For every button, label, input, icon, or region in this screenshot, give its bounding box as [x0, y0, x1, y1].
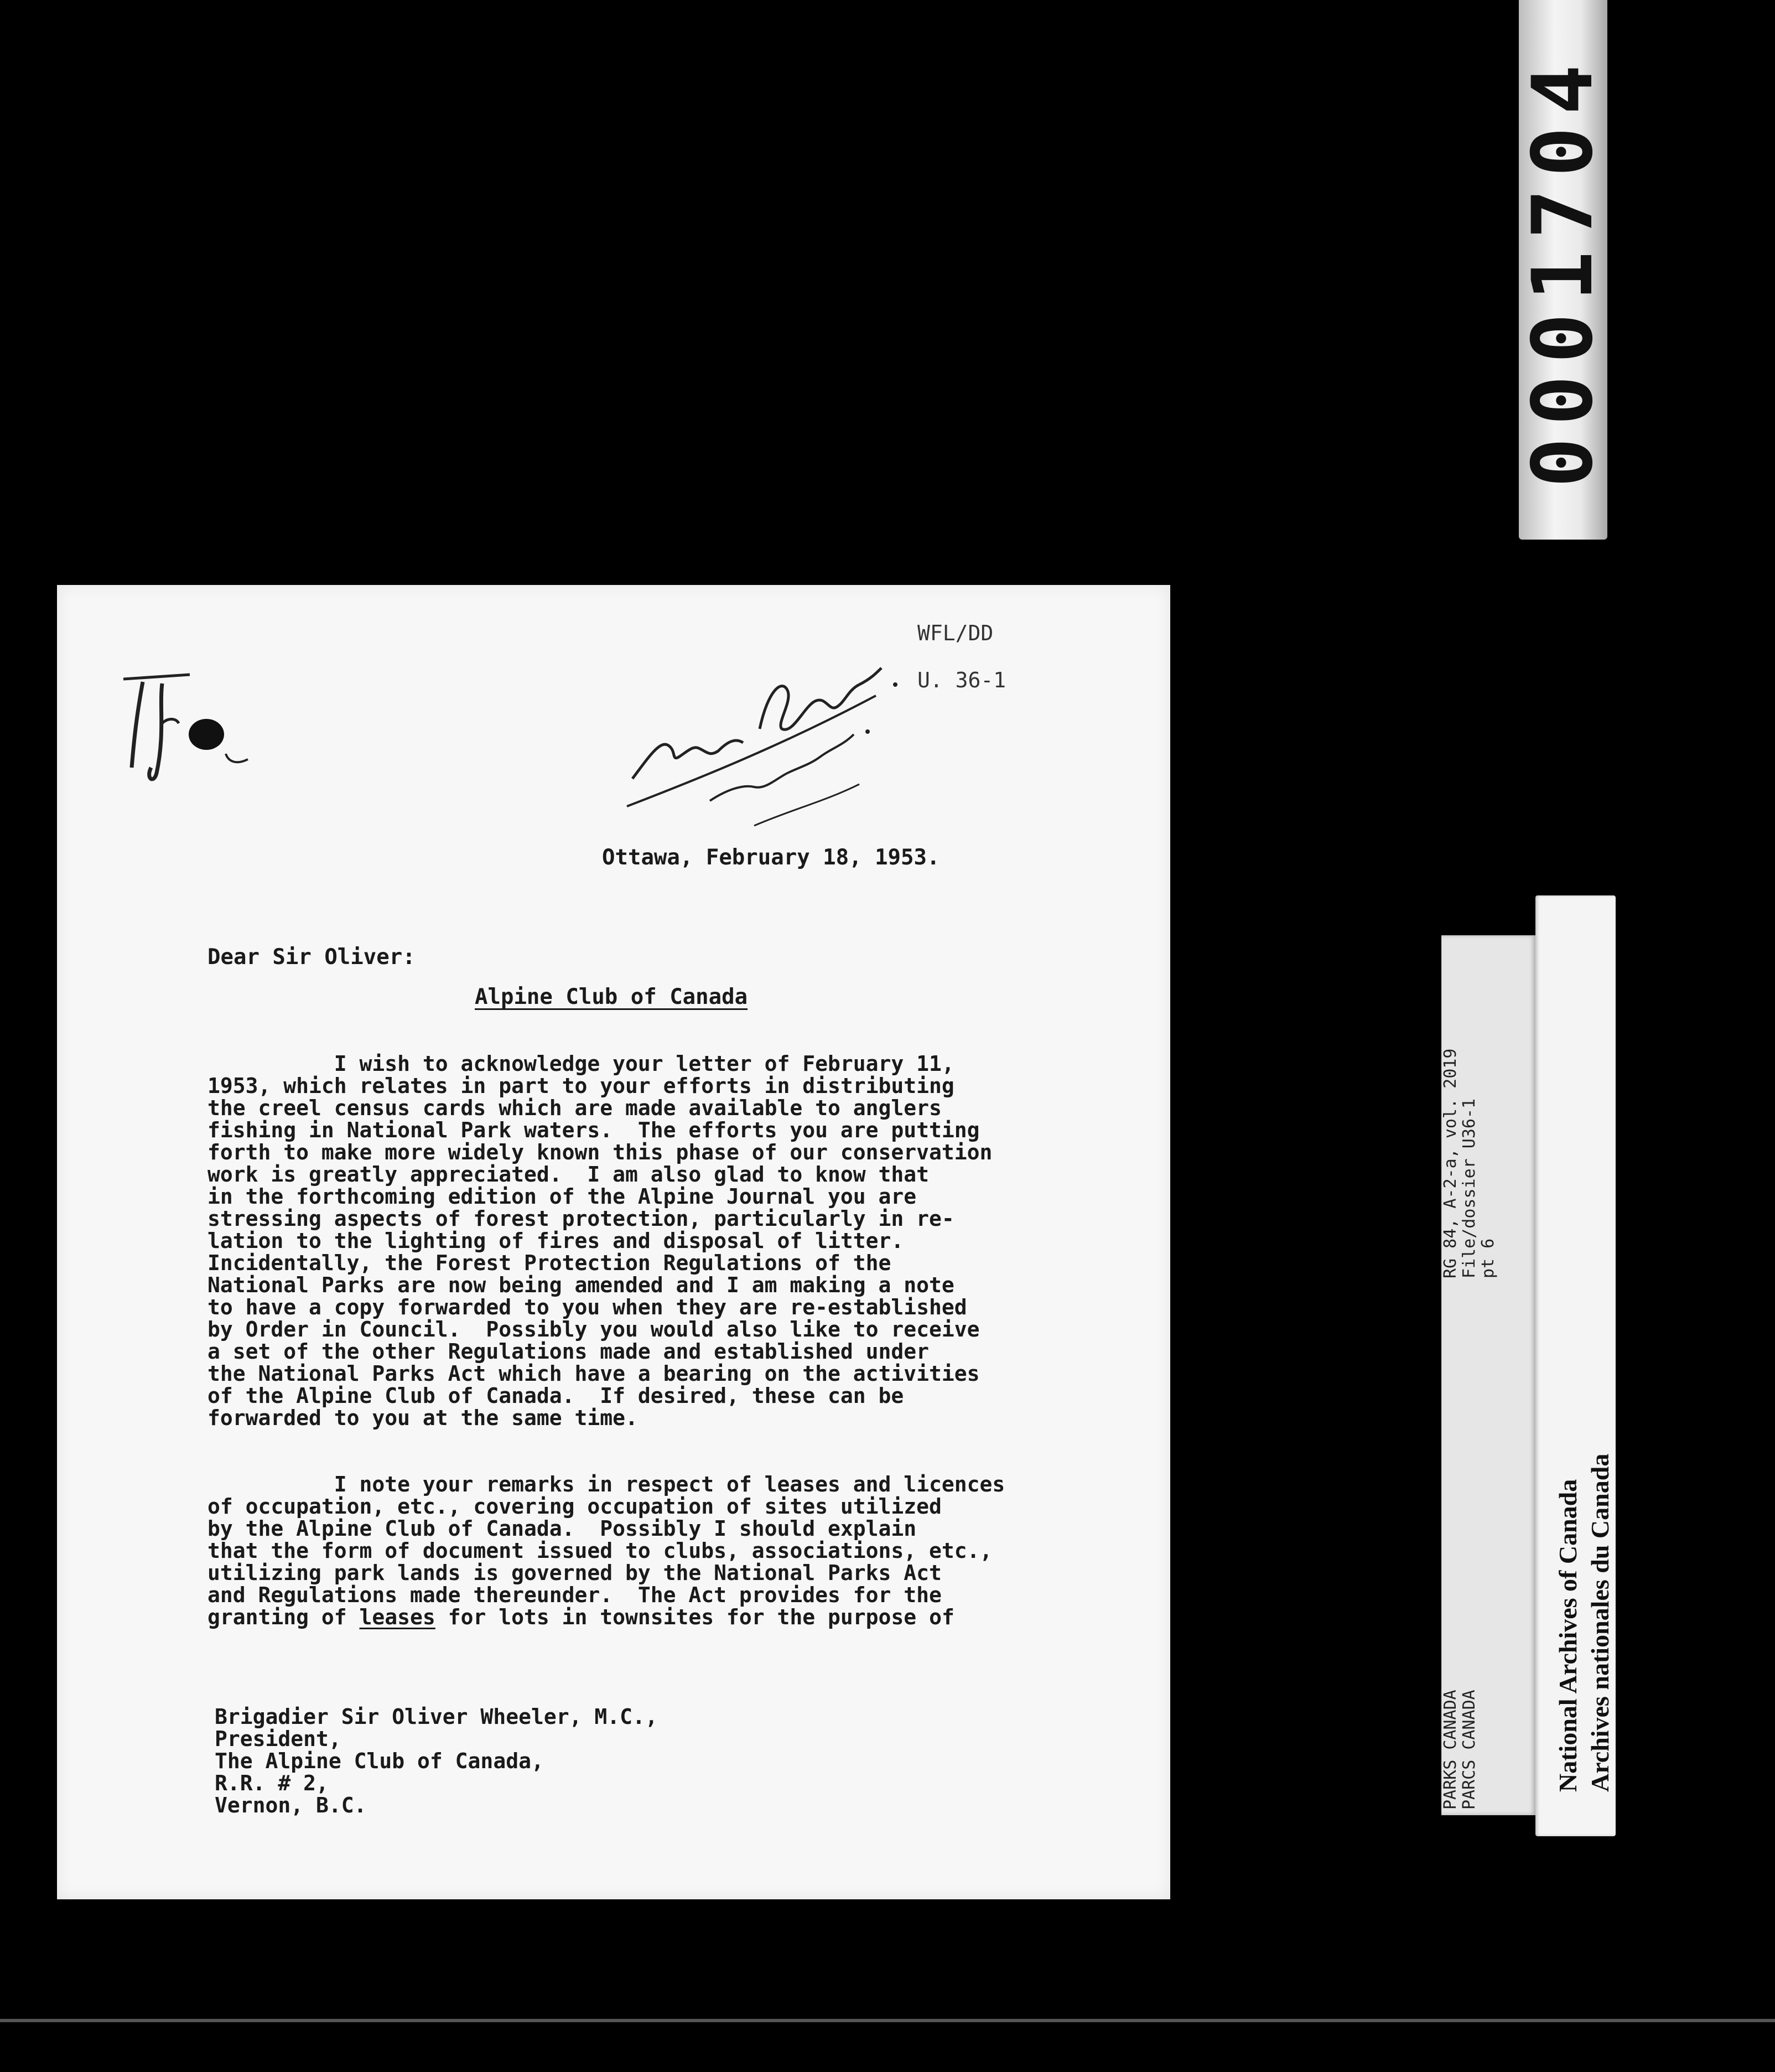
recipient-address	[215, 1706, 658, 1816]
address-line: President,	[215, 1727, 341, 1751]
handwritten-annotation	[616, 618, 970, 828]
underlined-word: leases	[359, 1605, 435, 1629]
archive-ref-line: pt 6	[1478, 1238, 1498, 1278]
archives-line: National Archives of Canada	[1554, 1479, 1582, 1792]
address-line: R.R. # 2,	[215, 1771, 329, 1795]
frame-number: 0001704	[1515, 52, 1611, 488]
subject-line: Alpine Club of Canada	[475, 985, 748, 1009]
archive-ref-line: RG 84, A-2-a, vol. 2019	[1441, 1048, 1460, 1278]
address-line: The Alpine Club of Canada,	[215, 1749, 544, 1773]
paragraph-2	[207, 1473, 1148, 1628]
address-line: Brigadier Sir Oliver Wheeler, M.C.,	[215, 1705, 658, 1729]
salutation: Dear Sir Oliver:	[207, 945, 416, 970]
reference-initials: WFL/DD	[917, 621, 994, 645]
handwritten-initials-mark	[112, 640, 312, 806]
paragraph-2-text: I note your remarks in respect of leases and licences of occupation, etc., covering occupation of sites utilized by the Alpine Club of Canada. Possibly I should explain that the form of document issued to clubs, associations, etc., utilizing park lands is governed by the National Parks Act and Regulations made thereunder. The Act provides for the granting of	[207, 1472, 1005, 1629]
agency-line: PARKS CANADA	[1441, 1690, 1460, 1810]
frame-edge-line	[0, 2019, 1775, 2022]
parks-canada-label	[1441, 935, 1535, 1815]
letter-date: Ottawa, February 18, 1953.	[602, 845, 940, 870]
archive-ref-line: File/dossier U36-1	[1460, 1098, 1479, 1278]
address-line: Vernon, B.C.	[215, 1793, 367, 1817]
agency-line: PARCS CANADA	[1460, 1690, 1479, 1810]
national-archives-label	[1535, 895, 1616, 1836]
paragraph-1: I wish to acknowledge your letter of February 11, 1953, which relates in part to your efforts in distributing the creel census cards which are made available to anglers fishing in National Park waters. The efforts you are putting forth to make more widely known this phase of our conservation work is greatly appreciated. I am also glad to know that in the forthcoming edition of the Alpine Journal you are stressing aspects of forest protection, particularly in re- lation to the lighting of fires and disposal of litter. Incidentally, the Forest Protection Regulations of the National Parks are now being amended and I am making a note to have a copy forwarded to you when they are re-established by Order in Council. Possibly you would also like to receive a set of the other Regulations made and established under the National Parks Act which have a bearing on the activities of the Alpine Club of Canada. If desired, these can be forwarded to you at the same time.	[207, 1051, 993, 1430]
letter-page	[57, 585, 1170, 1899]
national-archives-text	[1552, 1183, 1616, 1792]
paragraph-2-end: for lots in townsites for the purpose of	[435, 1605, 954, 1629]
agency-name	[1441, 1633, 1479, 1810]
archive-reference	[1441, 946, 1498, 1278]
archives-line: Archives nationales du Canada	[1586, 1453, 1614, 1792]
file-number: U. 36-1	[917, 668, 1006, 692]
